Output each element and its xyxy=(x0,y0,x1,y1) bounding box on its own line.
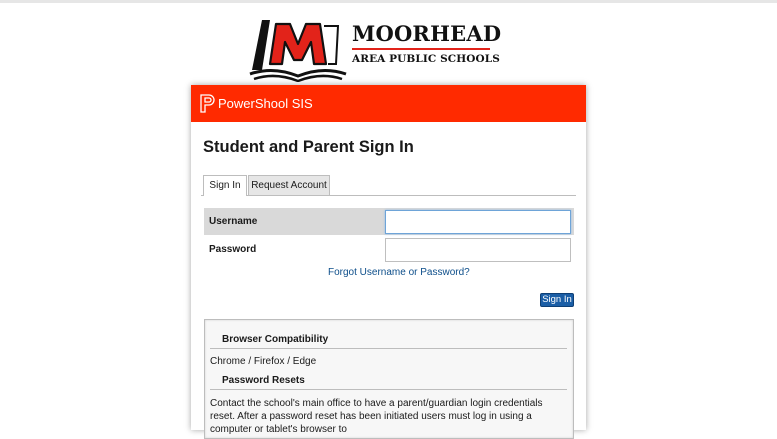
banner-title: PowerShool SIS xyxy=(218,96,313,111)
username-label: Username xyxy=(209,216,258,227)
info-divider xyxy=(210,389,567,390)
password-resets-text: Contact the school's main office to have a parent/guardian login credentials reset. After a password reset has been initiated users must log in using a computer or tablet's browser to xyxy=(210,398,543,435)
browser-compat-text: Chrome / Firefox / Edge xyxy=(210,356,317,367)
moorhead-book-m-logo-icon xyxy=(248,16,348,82)
forgot-credentials-link[interactable]: Forgot Username or Password? xyxy=(328,267,470,278)
tab-sign-in[interactable]: Sign In xyxy=(203,175,247,196)
username-input[interactable] xyxy=(385,210,571,234)
password-label: Password xyxy=(209,244,257,255)
district-name-line2: AREA PUBLIC SCHOOLS xyxy=(352,53,500,65)
district-logo xyxy=(248,16,502,82)
powerschool-p-icon xyxy=(199,94,215,113)
district-name xyxy=(352,21,502,66)
signin-card xyxy=(191,85,586,435)
district-name-line1: MOORHEAD xyxy=(352,21,502,46)
info-panel xyxy=(204,319,574,439)
browser-compat-heading: Browser Compatibility xyxy=(222,334,329,345)
password-input[interactable] xyxy=(385,238,571,262)
powerschool-banner xyxy=(191,85,586,122)
top-border xyxy=(0,0,777,3)
tabs-baseline xyxy=(201,195,576,196)
page-title: Student and Parent Sign In xyxy=(203,138,414,156)
password-resets-heading: Password Resets xyxy=(222,375,305,386)
tab-request-account[interactable]: Request Account xyxy=(248,175,330,195)
info-divider xyxy=(210,348,567,349)
sign-in-button[interactable]: Sign In xyxy=(540,293,574,307)
district-name-rule xyxy=(352,48,490,50)
